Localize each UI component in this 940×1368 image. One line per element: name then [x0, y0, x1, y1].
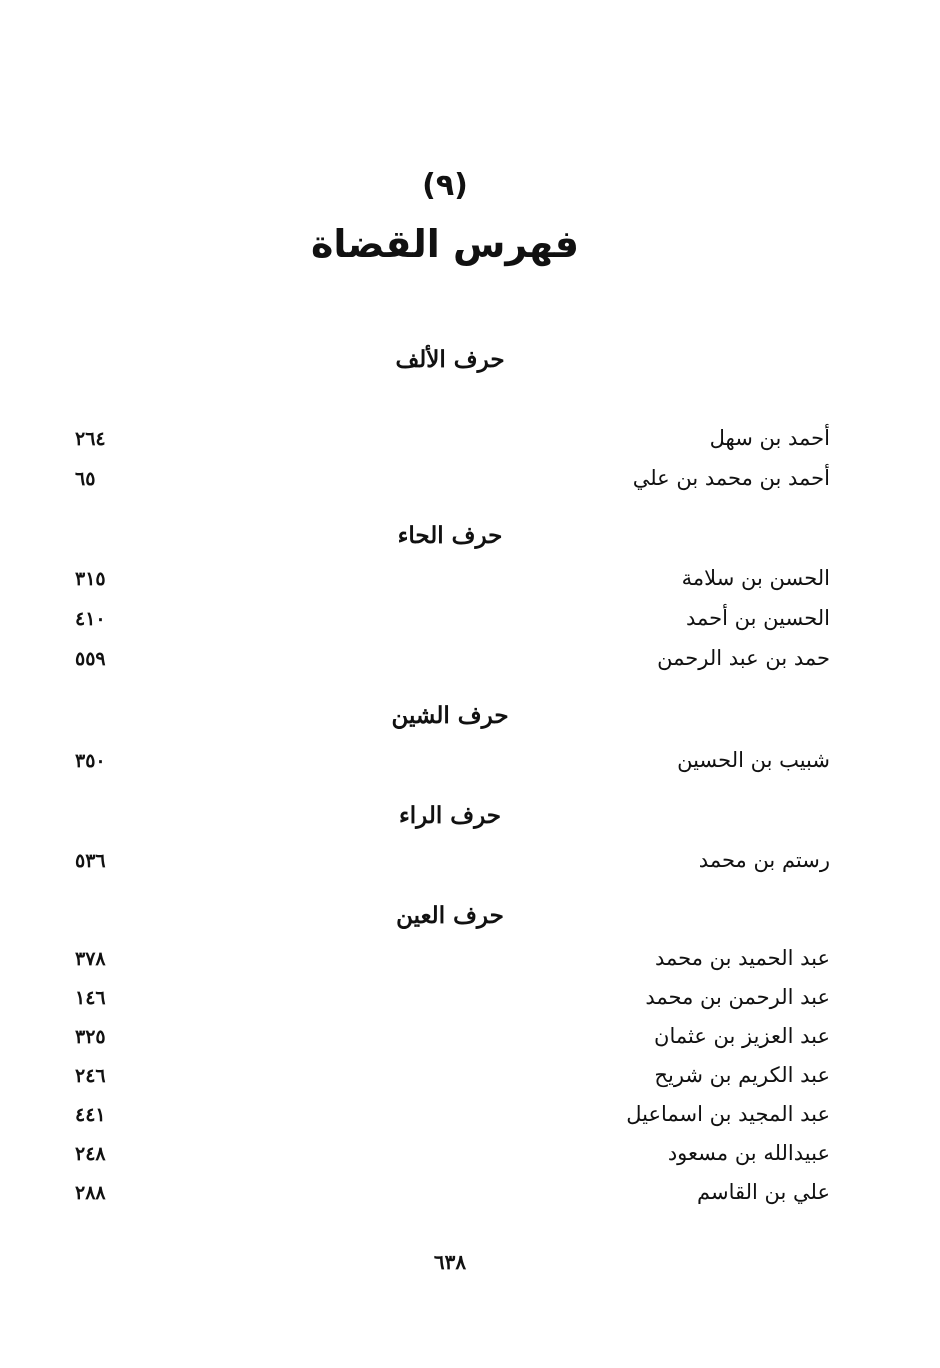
index-entry	[60, 1180, 830, 1214]
entry-name: الحسن بن سلامة	[681, 566, 830, 590]
letter-heading-ain: حرف العين	[396, 902, 504, 929]
entry-name: الحسين بن أحمد	[685, 606, 830, 630]
index-entry	[60, 1141, 830, 1175]
index-entry	[60, 748, 830, 782]
entry-name: عبد الرحمن بن محمد	[645, 985, 830, 1009]
entry-page: ١٤٦	[75, 987, 106, 1009]
entry-page: ٦٥	[75, 468, 96, 490]
index-entry	[60, 646, 830, 680]
index-entry	[60, 606, 830, 640]
entry-name: عبد الكريم بن شريح	[654, 1063, 830, 1087]
index-entry	[60, 426, 830, 460]
entry-name: حمد بن عبد الرحمن	[657, 646, 830, 670]
entry-page: ٤١٠	[75, 608, 106, 630]
section-number: (٩)	[422, 168, 468, 203]
entry-page: ٤٤١	[75, 1104, 106, 1126]
index-entry	[60, 985, 830, 1019]
entry-page: ٢٤٦	[75, 1065, 106, 1087]
entry-name: عبد الحميد بن محمد	[654, 946, 830, 970]
letter-heading-ra: حرف الراء	[398, 802, 502, 829]
letter-heading-alif: حرف الألف	[395, 346, 505, 373]
entry-page: ٢٨٨	[75, 1182, 106, 1204]
index-entry	[60, 1024, 830, 1058]
letter-heading-shin: حرف الشين	[391, 702, 509, 729]
entry-page: ٢٤٨	[75, 1143, 106, 1165]
index-title: فهرس القضاة	[310, 222, 580, 266]
index-entry	[60, 1063, 830, 1097]
entry-name: أحمد بن محمد بن علي	[632, 466, 830, 490]
entry-page: ٣٥٠	[75, 750, 106, 772]
entry-name: عبد المجيد بن اسماعيل	[626, 1102, 830, 1126]
index-entry	[60, 946, 830, 980]
letter-heading-ha: حرف الحاء	[397, 522, 503, 549]
entry-page: ٣٢٥	[75, 1026, 106, 1048]
entry-name: شبيب بن الحسين	[677, 748, 830, 772]
entry-name: أحمد بن سهل	[709, 426, 830, 450]
entry-name: عبد العزيز بن عثمان	[654, 1024, 830, 1048]
entry-name: علي بن القاسم	[697, 1180, 830, 1204]
entry-name: رستم بن محمد	[698, 848, 830, 872]
index-entry	[60, 566, 830, 600]
entry-page: ٥٣٦	[75, 850, 106, 872]
index-entry	[60, 848, 830, 882]
index-entry	[60, 466, 830, 500]
entry-page: ٣٧٨	[75, 948, 106, 970]
entry-page: ٥٥٩	[75, 648, 106, 670]
entry-name: عبيدالله بن مسعود	[667, 1141, 830, 1165]
entry-page: ٢٦٤	[75, 428, 106, 450]
index-entry	[60, 1102, 830, 1136]
entry-page: ٣١٥	[75, 568, 106, 590]
page-number: ٦٣٨	[433, 1250, 467, 1274]
